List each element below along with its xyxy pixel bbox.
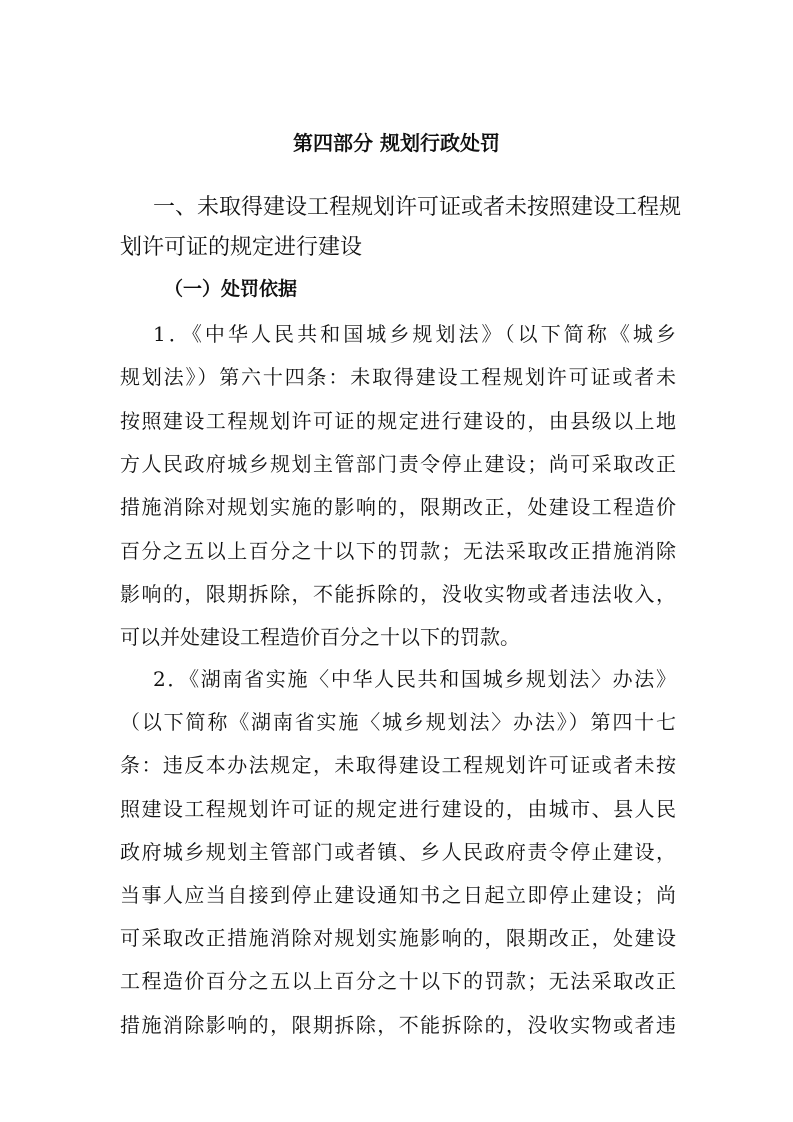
text-line: 措施消除影响的，限期拆除，不能拆除的，没收实物或者违 <box>120 1012 676 1037</box>
text-line: 按照建设工程规划许可证的规定进行建设的，由县级以上地 <box>120 408 676 433</box>
text-line: （以下简称《湖南省实施〈城乡规划法〉办法》）第四十七 <box>120 710 676 735</box>
subheading: （一）处罚依据 <box>164 278 298 300</box>
section-heading-line: 划许可证的规定进行建设 <box>120 235 363 260</box>
text-line: 规划法》）第六十四条：未取得建设工程规划许可证或者未 <box>120 365 676 390</box>
text-line: 条：违反本办法规定，未取得建设工程规划许可证或者未按 <box>120 753 676 778</box>
page-title: 第四部分 规划行政处罚 <box>293 131 500 155</box>
text-line: 可采取改正措施消除对规划实施影响的，限期改正，处建设 <box>120 926 676 951</box>
text-line: 百分之五以上百分之十以下的罚款；无法采取改正措施消除 <box>120 538 676 563</box>
text-line: 政府城乡规划主管部门或者镇、乡人民政府责令停止建设， <box>120 839 676 864</box>
text-line: 可以并处建设工程造价百分之十以下的罚款。 <box>120 625 520 650</box>
section-heading-line: 一、未取得建设工程规划许可证或者未按照建设工程规 <box>153 195 682 220</box>
text-line: 1．《中华人民共和国城乡规划法》（以下简称《城乡 <box>153 322 676 346</box>
text-line: 方人民政府城乡规划主管部门责令停止建设；尚可采取改正 <box>120 451 676 476</box>
text-line: 2．《湖南省实施〈中华人民共和国城乡规划法〉办法》 <box>153 667 676 691</box>
text-line: 工程造价百分之五以上百分之十以下的罚款；无法采取改正 <box>120 969 676 994</box>
text-line: 当事人应当自接到停止建设通知书之日起立即停止建设；尚 <box>120 883 676 907</box>
text-line: 影响的，限期拆除，不能拆除的，没收实物或者违法收入， <box>120 581 676 606</box>
text-line: 措施消除对规划实施的影响的，限期改正，处建设工程造价 <box>120 495 676 520</box>
text-line: 照建设工程规划许可证的规定进行建设的，由城市、县人民 <box>120 796 676 821</box>
